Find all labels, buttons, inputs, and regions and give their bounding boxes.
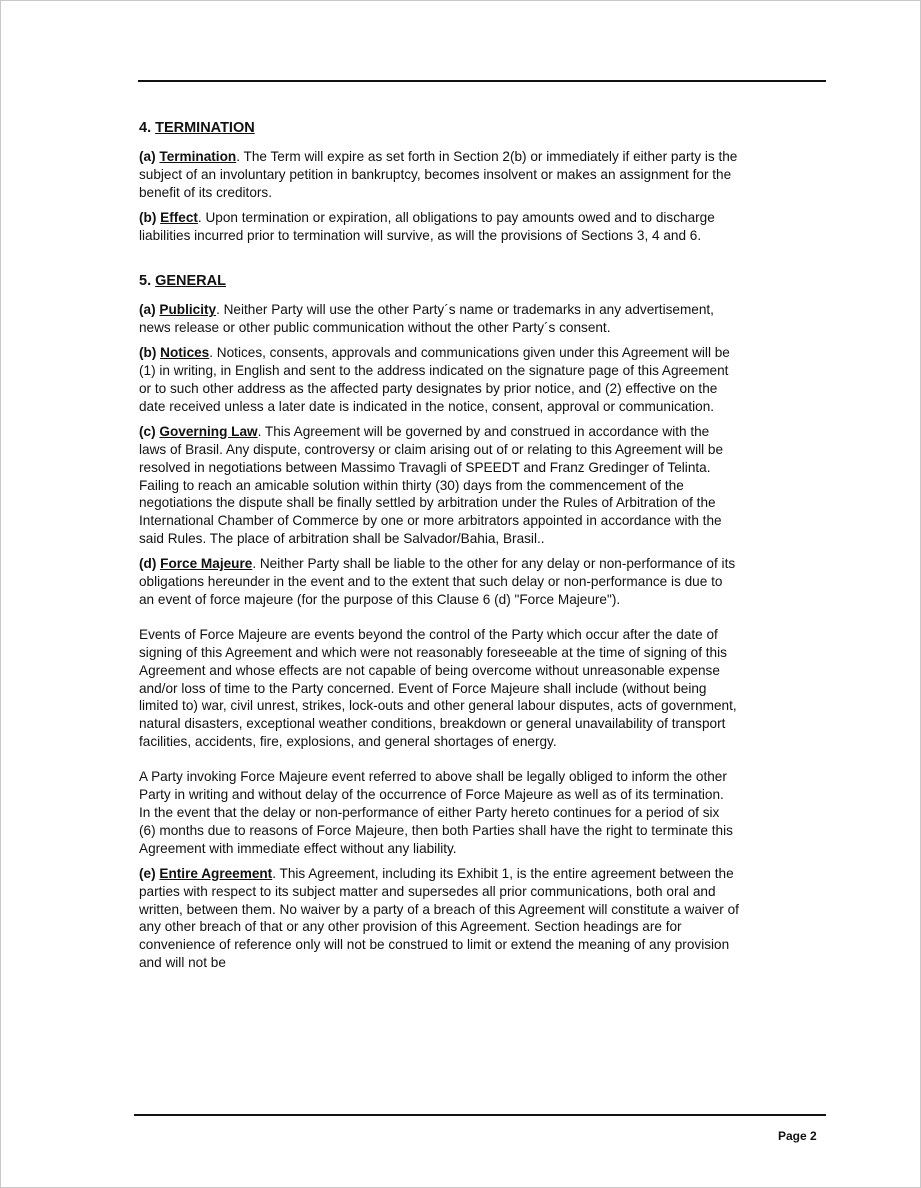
clause-5e	[139, 865, 739, 972]
clause-5d	[139, 555, 739, 609]
document-body	[139, 120, 739, 979]
clause-letter: (d)	[139, 556, 157, 572]
section-number: 5.	[139, 273, 152, 290]
clause-text: . Notices, consents, approvals and communications given under this Agreement will be (1) in writing, in English and sent to the address indicated on the signature page of this Agreement or to such other address as the affected party designates by prior notice, and (2) effective on the date received unless a later date is indicated in the notice, consent, approval or communication.	[139, 345, 730, 414]
clause-label	[139, 424, 258, 439]
clause-label	[139, 149, 236, 164]
clause-term: Notices	[160, 345, 210, 361]
clause-term: Entire Agreement	[159, 865, 273, 881]
clause-label	[139, 210, 198, 225]
page-number: Page 2	[778, 1129, 817, 1143]
spacer	[139, 251, 739, 273]
clause-term: Effect	[160, 209, 198, 225]
clause-text: . Neither Party shall be liable to the other for any delay or non-performance of its obligations hereunder in the event and to the extent that such delay or non-performance is due to an event of force majeure (for the purpose of this Clause 6 (d) "Force Majeure").	[139, 556, 736, 607]
clause-text: . This Agreement will be governed by and construed in accordance with the laws of Brasil. Any dispute, controversy or claim arising out of or relating to this Agreement will be resolved in negotiations between Massimo Travagli of SPEEDT and Franz Gredinger of Telinta. Failing to reach an amicable solution within thirty (30) days from the commencement of the negotiations the dispute shall be finally settled by arbitration under the Rules of Arbitration of the International Chamber of Commerce by one or more arbitrators appointed in accordance with the said Rules. The place of arbitration shall be Salvador/Bahia, Brasil..	[139, 423, 724, 547]
clause-label	[139, 866, 272, 881]
clause-label	[139, 556, 252, 571]
clause-letter: (e)	[139, 865, 156, 881]
clause-letter: (a)	[139, 148, 156, 164]
clause-text: . This Agreement, including its Exhibit 1, is the entire agreement between the parties with respect to its subject matter and supersedes all prior communications, both oral and written, between them. No waiver by a party of a breach of this Agreement will constitute a waiver of any other breach of that or any other provision of this Agreement. Section headings are for convenience of reference only will not be construed to limit or extend the meaning of any provision and will not be	[139, 865, 739, 971]
clause-term: Termination	[159, 148, 237, 164]
paragraph-text: In the event that the delay or non-performance of either Party hereto continues for a period of six (6) months due to reasons of Force Majeure, then both Parties shall have the right to terminate this Agreement with immediate effect without any liability.	[139, 805, 733, 856]
clause-5c	[139, 423, 739, 548]
clause-label	[139, 345, 209, 360]
clause-5a	[139, 301, 739, 337]
section-title: GENERAL	[155, 273, 226, 290]
clause-term: Publicity	[159, 302, 217, 318]
spacer	[139, 616, 739, 626]
section-title: TERMINATION	[155, 120, 255, 136]
paragraph-text: A Party invoking Force Majeure event referred to above shall be legally obliged to inform the other Party in writing and without delay of the occurrence of Force Majeure as well as of its termination.	[139, 769, 727, 803]
clause-label	[139, 302, 216, 317]
footer-rule	[134, 1114, 826, 1116]
spacer	[139, 758, 739, 768]
clause-text: . Upon termination or expiration, all obligations to pay amounts owed and to discharge liabilities incurred prior to termination will survive, as will the provisions of Sections 3, 4 and 6.	[139, 209, 715, 243]
force-majeure-invoking-paragraph	[139, 768, 739, 858]
clause-text: . Neither Party will use the other Party´s name or trademarks in any advertisement, news release or other public communication without the other Party´s consent.	[139, 302, 714, 336]
clause-term: Governing Law	[159, 423, 258, 439]
spacer	[139, 858, 739, 865]
clause-text: . The Term will expire as set forth in Section 2(b) or immediately if either party is the subject of an involuntary petition in bankruptcy, becomes insolvent or makes an assignment for the benefit of its creditors.	[139, 148, 738, 200]
clause-letter: (a)	[139, 302, 156, 318]
header-rule	[138, 80, 826, 82]
clause-4a	[139, 148, 739, 202]
clause-4b	[139, 209, 739, 245]
clause-5b	[139, 344, 739, 416]
clause-term: Force Majeure	[160, 556, 253, 572]
clause-letter: (c)	[139, 423, 156, 439]
section-number: 4.	[139, 120, 152, 136]
force-majeure-events-paragraph: Events of Force Majeure are events beyond the control of the Party which occur after the date of signing of this Agreement and which were not reasonably foreseeable at the time of signing of this Agreement and whose effects are not capable of being overcome without unreasonable expense and/or loss of time to the Party concerned. Event of Force Majeure shall include (without being limited to) war, civil unrest, strikes, lock-outs and other general labour disputes, acts of government, natural disasters, exceptional weather conditions, breakdown or general unavailability of transport facilities, accidents, fire, explosions, and general shortages of energy.	[139, 626, 737, 750]
section-4-heading	[139, 120, 739, 138]
clause-letter: (b)	[139, 345, 157, 361]
section-5-heading	[139, 273, 739, 291]
clause-letter: (b)	[139, 209, 157, 225]
